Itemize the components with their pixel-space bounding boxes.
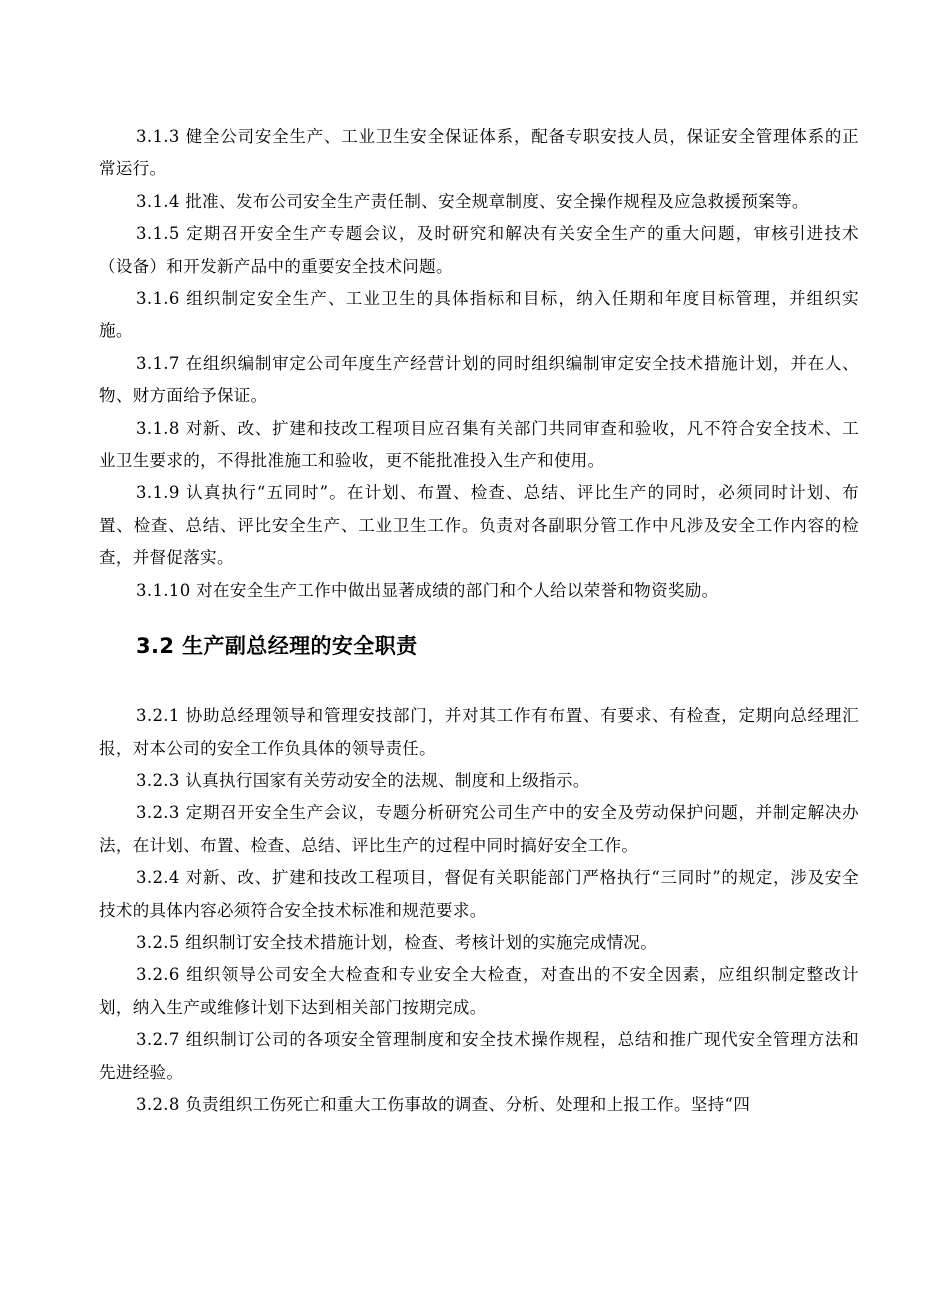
clause-3-1-7: 3.1.7 在组织编制审定公司年度生产经营计划的同时组织编制审定安全技术措施计划，并在人、物、财方面给予保证。	[99, 353, 859, 406]
clause-3-2-2: 3.2.3 认真执行国家有关劳动安全的法规、制度和上级指示。	[136, 770, 590, 790]
clause-3-2-1: 3.2.1 协助总经理领导和管理安技部门，并对其工作有布置、有要求、有检查，定期向总经理汇报，对本公司的安全工作负具体的领导责任。	[99, 706, 859, 758]
clause-3-1-3: 3.1.3 健全公司安全生产、工业卫生安全保证体系，配备专职安技人员，保证安全管理体系的正常运行。	[99, 127, 859, 179]
section-heading-3-2: 3.2 生产副总经理的安全职责	[136, 634, 418, 659]
clause-3-1-6: 3.1.6 组织制定安全生产、工业卫生的具体指标和目标，纳入任期和年度目标管理，并组织实施。	[99, 289, 859, 341]
clause-3-1-9: 3.1.9 认真执行“五同时”。在计划、布置、检查、总结、评比生产的同时，必须同时计划、布置、检查、总结、评比安全生产、工业卫生工作。负责对各副职分管工作中凡涉及安全工作内容的检查，并督促落实。	[99, 483, 859, 568]
clause-3-1-5: 3.1.5 定期召开安全生产专题会议，及时研究和解决有关安全生产的重大问题，审核引进技术（设备）和开发新产品中的重要安全技术问题。	[99, 224, 859, 276]
clause-3-2-5: 3.2.5 组织制订安全技术措施计划，检查、考核计划的实施完成情况。	[136, 932, 658, 952]
clause-3-2-4: 3.2.4 对新、改、扩建和技改工程项目，督促有关职能部门严格执行“三同时”的规定，涉及安全技术的具体内容必须符合安全技术标准和规范要求。	[99, 868, 859, 920]
clause-3-1-8: 3.1.8 对新、改、扩建和技改工程项目应召集有关部门共同审查和验收，凡不符合安全技术、工业卫生要求的，不得批准施工和验收，更不能批准投入生产和使用。	[99, 418, 859, 471]
clause-3-1-10: 3.1.10 对在安全生产工作中做出显著成绩的部门和个人给以荣誉和物资奖励。	[136, 580, 719, 600]
clause-3-2-3: 3.2.3 定期召开安全生产会议，专题分析研究公司生产中的安全及劳动保护问题，并制定解决办法，在计划、布置、检查、总结、评比生产的过程中同时搞好安全工作。	[99, 803, 859, 855]
clause-3-1-4: 3.1.4 批准、发布公司安全生产责任制、安全规章制度、安全操作规程及应急救援预案等。	[136, 191, 809, 211]
document-body	[99, 121, 859, 1121]
clause-3-2-7: 3.2.7 组织制订公司的各项安全管理制度和安全技术操作规程，总结和推广现代安全管理方法和先进经验。	[99, 1030, 859, 1082]
clause-3-2-8: 3.2.8 负责组织工伤死亡和重大工伤事故的调查、分析、处理和上报工作。坚持“四	[136, 1094, 751, 1114]
clause-3-2-6: 3.2.6 组织领导公司安全大检查和专业安全大检查，对查出的不安全因素，应组织制定整改计划，纳入生产或维修计划下达到相关部门按期完成。	[99, 965, 859, 1017]
